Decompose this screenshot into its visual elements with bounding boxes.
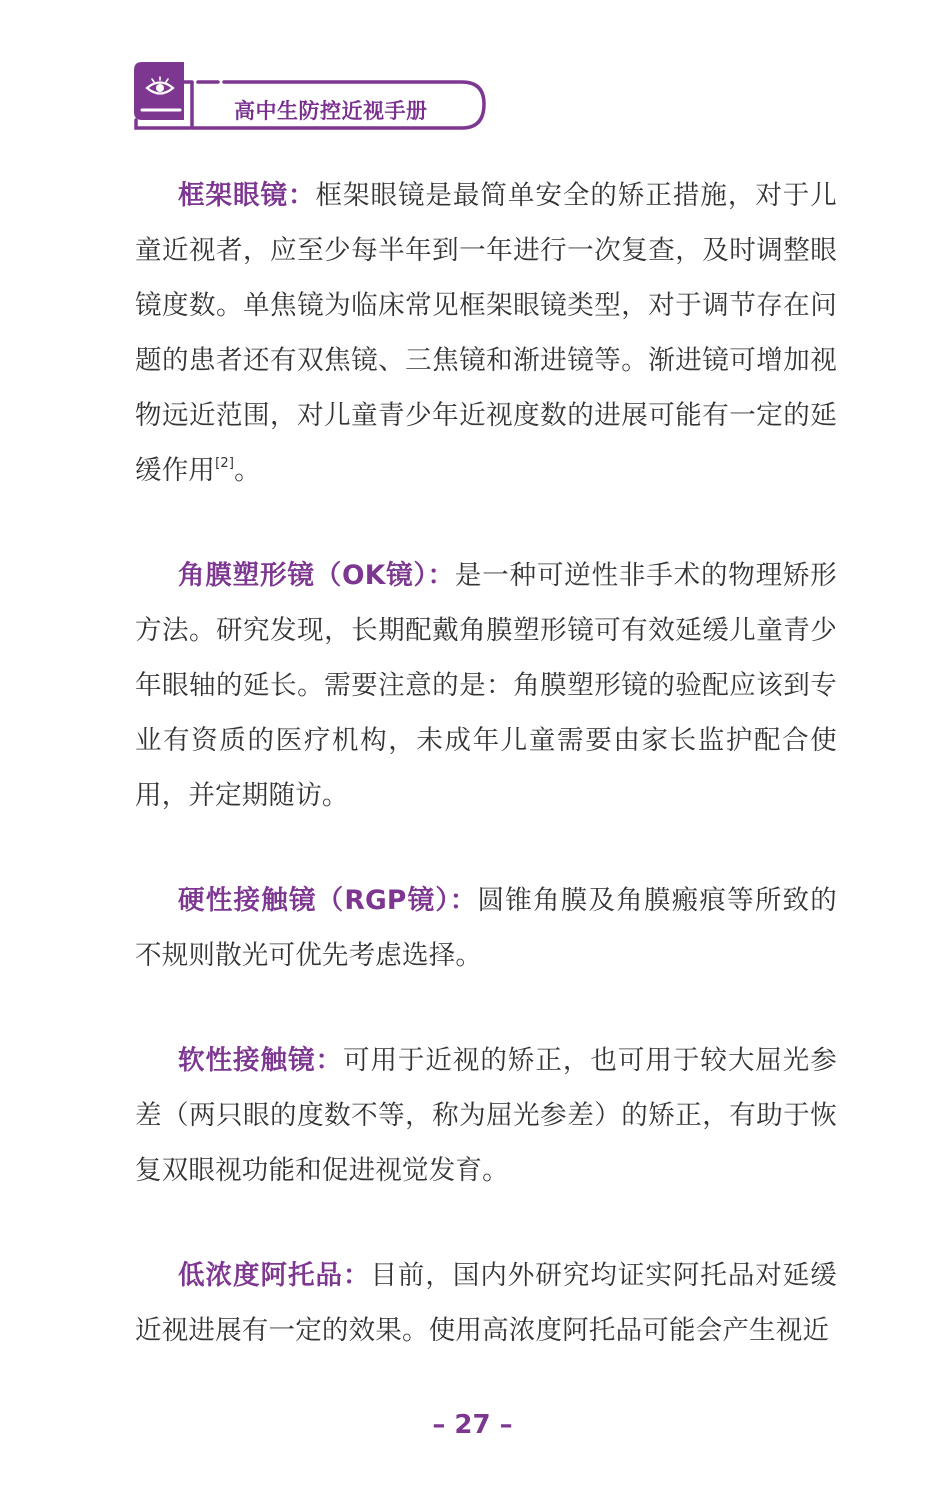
section-frame-glasses: [135, 168, 837, 498]
page-number: – 27 –: [432, 1410, 513, 1440]
section-term: 低浓度阿托品：: [178, 1260, 371, 1291]
section-term: 硬性接触镜（RGP镜）：: [178, 885, 478, 916]
section-ok-lens: [135, 548, 837, 823]
section-text: 框架眼镜是最简单安全的矫正措施，对于儿童近视者，应至少每半年到一年进行一次复查，及时调整眼镜度数。单焦镜为临床常见框架眼镜类型，对于调节存在问题的患者还有双焦镜、三焦镜和渐进镜等。渐进镜可增加视物远近范围，对儿童青少年近视度数的进展可能有一定的延缓作用: [135, 180, 838, 486]
section-term: 软性接触镜：: [178, 1045, 343, 1076]
section-text: 是一种可逆性非手术的物理矫形方法。研究发现，长期配戴角膜塑形镜可有效延缓儿童青少年眼轴的延长。需要注意的是：角膜塑形镜的验配应该到专业有资质的医疗机构，未成年儿童需要由家长监护配合使用，并定期随访。: [135, 560, 837, 811]
section-text: 圆锥角膜及角膜瘢痕等所致的不规则散光可优先考虑选择。: [135, 885, 837, 971]
section-text-tail: 。: [234, 455, 261, 486]
section-low-atropine: [135, 1248, 837, 1358]
handbook-title: 高中生防控近视手册: [234, 99, 428, 123]
section-rgp-lens: [135, 873, 837, 983]
header-badge: [132, 62, 488, 132]
section-term: 框架眼镜：: [178, 180, 316, 211]
eye-icon: [144, 76, 176, 100]
section-soft-contact-lens: [135, 1033, 837, 1198]
section-text: 可用于近视的矫正，也可用于较大屈光参差（两只眼的度数不等，称为屈光参差）的矫正，有助于恢复双眼视功能和促进视觉发育。: [135, 1045, 837, 1186]
section-term: 角膜塑形镜（OK镜）：: [178, 560, 455, 591]
section-text: 目前，国内外研究均证实阿托品对延缓近视进展有一定的效果。使用高浓度阿托品可能会产生视近: [135, 1260, 837, 1346]
reference-mark: [2]: [215, 456, 235, 471]
main-content: [135, 168, 837, 1408]
